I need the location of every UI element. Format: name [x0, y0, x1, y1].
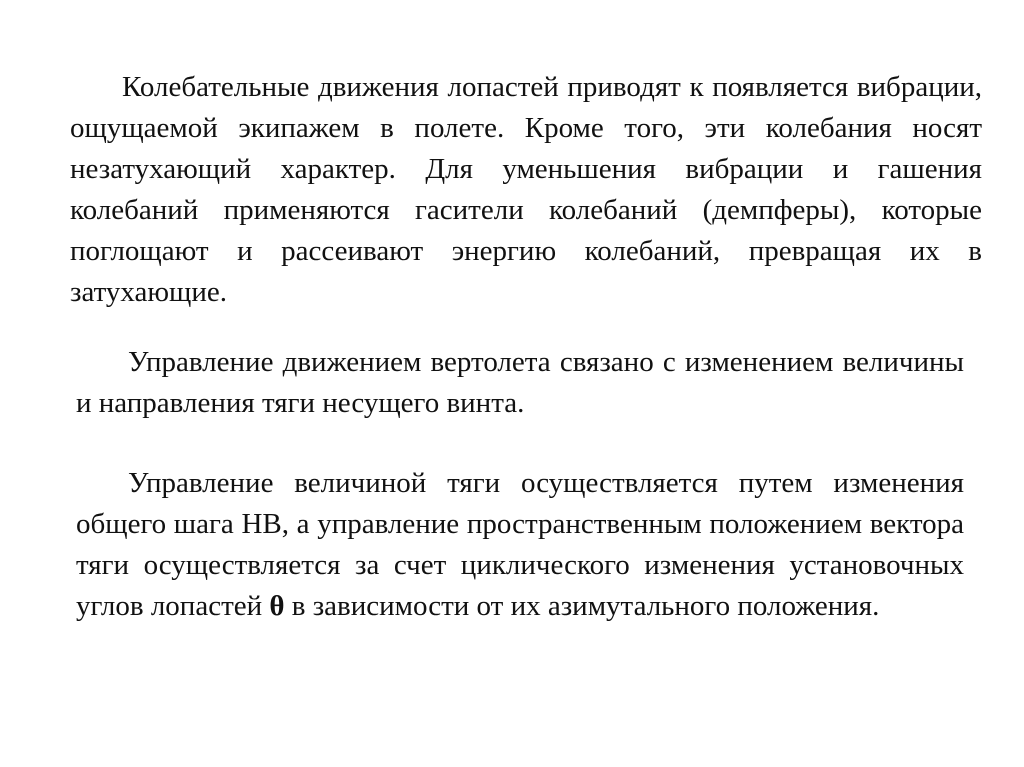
- paragraph-thrust-control: [76, 463, 964, 627]
- theta-symbol: θ: [269, 590, 285, 622]
- paragraph-blade-vibration: Колебательные движения лопастей приводят к появляется вибрации, ощущаемой экипажем в полете. Кроме того, эти колебания носят незатухающий характер. Для уменьшения вибрации и гашения колебаний применяются гасители колебаний (демпферы), которые поглощают и рассеивают энергию колебаний, превращая их в затухающие.: [70, 71, 982, 308]
- paragraph-thrust-control-text-start: Управление величиной тяги осуществляется путем изменения общего шага НВ, а управление пространственным положением вектора тяги осуществляется за счет циклического изменения установочных углов лопастей: [76, 467, 964, 622]
- paragraph-thrust-control-text-end: в зависимости от их азимутального положения.: [284, 590, 880, 622]
- paragraph-helicopter-control: Управление движением вертолета связано с изменением величины и направления тяги несущего винта.: [76, 346, 964, 419]
